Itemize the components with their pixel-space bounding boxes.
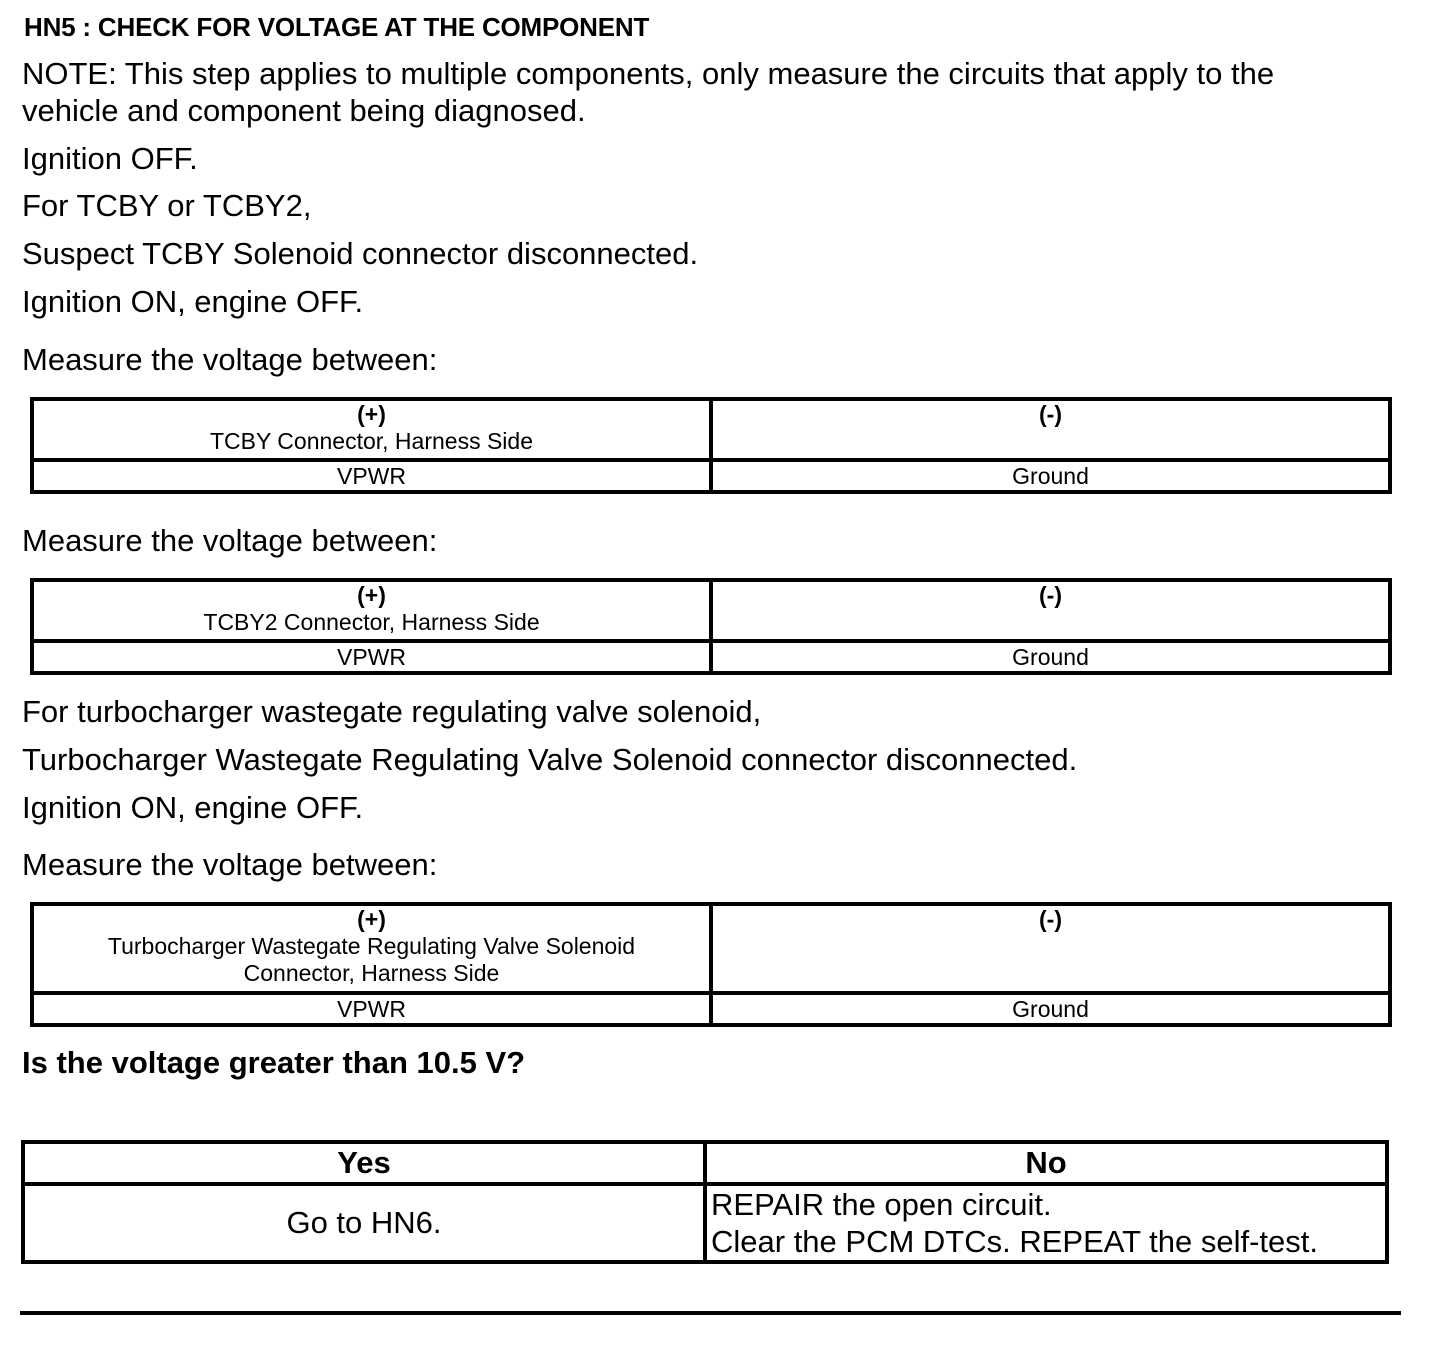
measure-label: Measure the voltage between: [22, 523, 438, 558]
plus-sign: (+) [357, 582, 386, 608]
voltage-question: Is the voltage greater than 10.5 V? [22, 1045, 526, 1080]
minus-sign: (-) [1039, 401, 1062, 427]
no-action-line-2: Clear the PCM DTCs. REPEAT the self-test. [711, 1224, 1318, 1259]
step-heading: HN5 : CHECK FOR VOLTAGE AT THE COMPONENT [24, 12, 650, 42]
plus-value: VPWR [32, 460, 711, 492]
measure-label: Measure the voltage between: [22, 342, 438, 377]
measure-label: Measure the voltage between: [22, 847, 438, 882]
yes-action: Go to HN6. [23, 1184, 705, 1262]
no-header: No [705, 1142, 1387, 1184]
minus-value: Ground [711, 993, 1390, 1025]
note-line-2: vehicle and component being diagnosed. [22, 93, 586, 128]
minus-sign: (-) [1039, 582, 1062, 608]
step-for-tcby: For TCBY or TCBY2, [22, 188, 312, 223]
minus-header-cell [711, 580, 1390, 641]
bottom-divider [20, 1311, 1401, 1315]
plus-description-line-1: Turbocharger Wastegate Regulating Valve Solenoid [107, 933, 636, 959]
plus-header-cell [32, 580, 711, 641]
result-table [21, 1140, 1389, 1264]
note-line-1: NOTE: This step applies to multiple components, only measure the circuits that apply to the [22, 56, 1275, 91]
minus-header-cell [711, 399, 1390, 460]
measure-table-turbo [30, 902, 1392, 1027]
yes-header: Yes [23, 1142, 705, 1184]
step-ignition-on-2: Ignition ON, engine OFF. [22, 790, 364, 825]
no-action [705, 1184, 1387, 1262]
measure-table-tcby2 [30, 578, 1392, 675]
plus-value: VPWR [32, 993, 711, 1025]
plus-description-line-2: Connector, Harness Side [243, 960, 500, 986]
step-ignition-on: Ignition ON, engine OFF. [22, 284, 364, 319]
step-turbo-disconnected: Turbocharger Wastegate Regulating Valve Solenoid connector disconnected. [22, 742, 1078, 777]
step-ignition-off: Ignition OFF. [22, 141, 198, 176]
minus-value: Ground [711, 641, 1390, 673]
step-suspect-tcby: Suspect TCBY Solenoid connector disconnected. [22, 236, 699, 271]
plus-sign: (+) [357, 401, 386, 427]
plus-header-cell [32, 904, 711, 993]
plus-value: VPWR [32, 641, 711, 673]
no-action-line-1: REPAIR the open circuit. [711, 1187, 1052, 1222]
minus-header-cell [711, 904, 1390, 993]
minus-sign: (-) [1039, 906, 1062, 932]
minus-value: Ground [711, 460, 1390, 492]
plus-description: TCBY Connector, Harness Side [209, 428, 533, 454]
plus-description: TCBY2 Connector, Harness Side [203, 609, 540, 635]
step-for-turbo: For turbocharger wastegate regulating valve solenoid, [22, 694, 762, 729]
plus-header-cell [32, 399, 711, 460]
plus-sign: (+) [357, 906, 386, 932]
measure-table-tcby [30, 397, 1392, 494]
